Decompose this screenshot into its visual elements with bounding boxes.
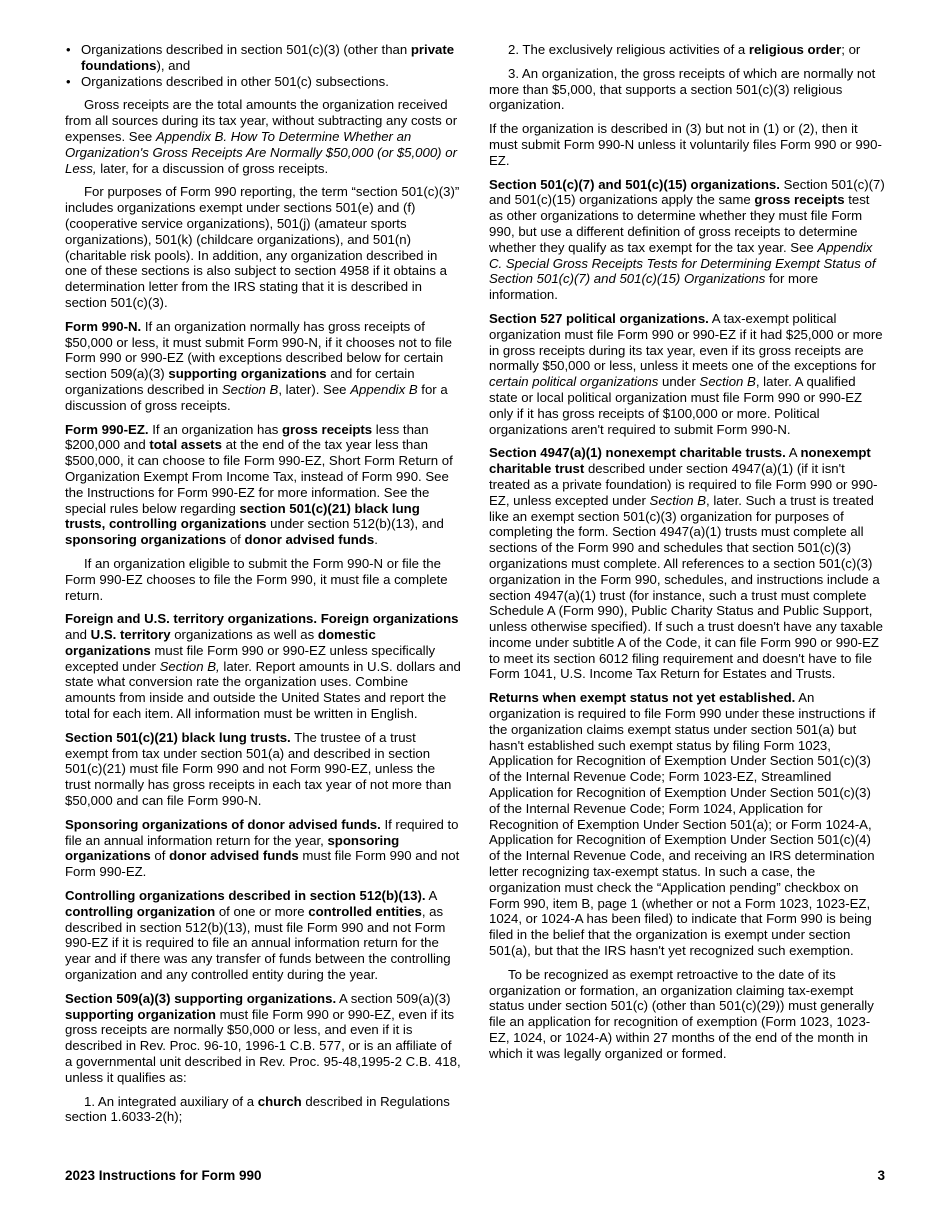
section-heading: Form 990-N.	[65, 318, 142, 334]
paragraph-retroactive-recognition: To be recognized as exempt retroactive to the date of its organization or formation, an organization claiming tax-exempt status under section 501(c) (other than 501(c)(29)) must generally file an application for recognition of exemption (Form 1023, 1023-EZ, 1024, or 1024-A) within 27 months of the end of the month in which it was legally organized or formed.	[489, 966, 874, 1061]
page-footer	[65, 1168, 885, 1183]
organization-bullet-list	[65, 42, 461, 89]
section-527-political-organizations: Section 527 political organizations. A tax-exempt political organization must file Form 990 or 990-EZ if it had $25,000 or more in gross receipts during its tax year, even if its gross receipts are normally $50,000 or less, unless it meets one of the exceptions for certain political organizations under Section B, later. A qualified state or local political organization must file Form 990 or 990-EZ only if it has gross receipts of $100,000 or more. Political organizations aren't required to submit Form 990-N.	[489, 310, 883, 437]
section-form-990ez: Form 990-EZ. If an organization has gross receipts less than $200,000 and total assets at the end of the tax year less than $500,000, it can choose to file Form 990-EZ, Short Form Return of Organization Exempt From Income Tax, instead of Form 990. See the Instructions for Form 990-EZ for more information. See the special rules below regarding section 501(c)(21) black lung trusts, controlling organizations under section 512(b)(13), and sponsoring organizations of donor advised funds.	[65, 421, 453, 548]
section-501c7-501c15: Section 501(c)(7) and 501(c)(15) organizations. Section 501(c)(7) and 501(c)(15) organizations apply the same gross receipts test as other organizations to determine whether they must file Form 990, but use a different definition of gross receipts to determine whether they qualify as tax exempt for the tax year. See Appendix C. Special Gross Receipts Tests for Determining Exempt Status of Section 501(c)(7) and 501(c)(15) Organizations for more information.	[489, 176, 885, 303]
section-foreign-organizations: Foreign and U.S. territory organizations. Foreign organizations and U.S. territory organizations as well as domestic organizations must file Form 990 or 990-EZ unless specifically excepted under Section B, later. Report amounts in U.S. dollars and state what conversion rate the organization uses. Combine amounts from inside and outside the United States and report the total for each item. All information must be written in English.	[65, 611, 461, 722]
section-heading: Form 990-EZ.	[65, 421, 149, 437]
footer-title: 2023 Instructions for Form 990	[65, 1168, 262, 1183]
paragraph-if-described: If the organization is described in (3) but not in (1) or (2), then it must submit Form 990-N unless it voluntarily files Form 990 or 990-EZ.	[489, 121, 882, 168]
paragraph-form990-purposes: For purposes of Form 990 reporting, the term “section 501(c)(3)” includes organizations exempt under sections 501(e) and (f) (cooperative service organizations), 501(j) (amateur sports organizations), 501(k) (childcare organizations), and 501(n) (charitable risk pools). In addition, any organization described in one of these sections is also subject to section 4958 if it obtains a determination letter from the IRS stating that it is described in section 501(c)(3).	[65, 184, 460, 310]
section-black-lung-trusts: Section 501(c)(21) black lung trusts. The trustee of a trust exempt from tax under section 501(a) and described in section 501(c)(21) must file Form 990 and not Form 990-EZ, unless the trust normally has gross receipts in each tax year of not more than $50,000 and can file Form 990-N.	[65, 729, 452, 809]
section-sponsoring-organizations: Sponsoring organizations of donor advised funds. If required to file an annual information return for the year, sponsoring organizations of donor advised funds must file Form 990 and not Form 990-EZ.	[65, 816, 460, 880]
numbered-item-3: 3. An organization, the gross receipts of which are normally not more than $5,000, that supports a section 501(c)(3) religious organization.	[489, 65, 876, 113]
section-controlling-organizations: Controlling organizations described in section 512(b)(13). A controlling organization of one or more controlled entities, as described in section 512(b)(13), must file Form 990 and not Form 990-EZ if it is required to file an annual information return for the year and if there was any transfer of funds between the controlling organization and any controlled entity during the year.	[65, 888, 451, 983]
section-heading: Section 509(a)(3) supporting organizations.	[65, 990, 337, 1006]
section-heading: Section 527 political organizations.	[489, 310, 709, 326]
section-heading: Sponsoring organizations of donor advised funds.	[65, 816, 381, 832]
numbered-item-1: 1. An integrated auxiliary of a church described in Regulations section 1.6033-2(h);	[65, 1093, 450, 1125]
section-4947a1-trusts: Section 4947(a)(1) nonexempt charitable trusts. A nonexempt charitable trust described under section 4947(a)(1) (if it isn't treated as a private foundation) is required to file Form 990 or 990-EZ, unless excepted under Section B, later. Such a trust is treated like an exempt section 501(c)(3) organization for purposes of completing the form. Section 4947(a)(1) trusts must complete all sections of the Form 990 and schedules that section 501(c)(3) organizations must complete. All references to a section 501(c)(3) organization in the Form 990, schedules, and instructions include a section 4947(a)(1) trust (for instance, such a trust must complete Schedule A (Form 990), Public Charity Status and Public Support, unless otherwise specified). If such a trust doesn't have any taxable income under subtitle A of the Code, it can file Form 990 or 990-EZ to meet its section 6012 filing requirement and doesn't have to file Form 1041, U.S. Income Tax Return for Estates and Trusts.	[489, 445, 883, 682]
section-heading: Controlling organizations described in section 512(b)(13).	[65, 888, 426, 904]
section-form-990n: Form 990-N. If an organization normally has gross receipts of $50,000 or less, it must submit Form 990-N, if it chooses not to file Form 990 or 990-EZ (with exceptions described below for certain section 509(a)(3) supporting organizations and for certain organizations described in Section B, later). See Appendix B for a discussion of gross receipts.	[65, 318, 452, 413]
bullet-other-501c: • Organizations described in other 501(c) subsections.	[65, 74, 461, 90]
section-heading: Section 4947(a)(1) nonexempt charitable trusts.	[489, 445, 786, 461]
section-509a3-supporting-organizations: Section 509(a)(3) supporting organizations. A section 509(a)(3) supporting organization must file Form 990 or 990-EZ, even if its gross receipts are normally $50,000 or less, and even if it is described in Rev. Proc. 96-10, 1996-1 C.B. 577, or is an affiliate of a governmental unit described in Rev. Proc. 95-48,1995-2 C.B. 418, unless it qualifies as:	[65, 990, 461, 1085]
paragraph-gross-receipts: Gross receipts are the total amounts the organization received from all sources during its tax year, without subtracting any costs or expenses. See Appendix B. How To Determine Whether an Organization's Gross Receipts Are Normally $50,000 (or $5,000) or Less, later, for a discussion of gross receipts.	[65, 97, 458, 176]
page-number: 3	[877, 1168, 885, 1183]
section-heading: Returns when exempt status not yet established.	[489, 690, 796, 706]
section-heading: Section 501(c)(21) black lung trusts.	[65, 729, 291, 745]
section-returns-exempt-status: Returns when exempt status not yet established. An organization is required to file Form 990 under these instructions if the organization claims exempt status under section 501(a) but hasn't established such exempt status by filing Form 1023, Application for Recognition of Exemption Under Section 501(c)(3) of the Internal Revenue Code; Form 1023-EZ, Streamlined Application for Recognition of Exemption Under Section 501(c)(3) of the Internal Revenue Code; Form 1024, Application for Recognition of Exemption Under Section 501(a); or Form 1024-A, Application for Recognition of Exemption Under Section 501(c)(4) of the Internal Revenue Code, and receiving an IRS determination letter recognizing tax-exempt status. In such a case, the organization must check the “Application pending” checkbox on Form 990, item B, page 1 (whether or not a Form 1023, 1023-EZ, 1024, or 1024-A has been filed) to indicate that Form 990 is being filed in the belief that the organization is exempt under section 501(a), but that the IRS hasn't yet recognized such exemption.	[489, 690, 876, 959]
left-column	[65, 42, 461, 1133]
section-heading: Foreign and U.S. territory organizations.	[65, 611, 318, 627]
right-column	[489, 42, 885, 1070]
section-heading: Section 501(c)(7) and 501(c)(15) organizations.	[489, 176, 780, 192]
paragraph-eligible-organization: If an organization eligible to submit the Form 990-N or file the Form 990-EZ chooses to file the Form 990, it must file a complete return.	[65, 555, 448, 603]
numbered-item-2: 2. The exclusively religious activities of a religious order; or	[508, 42, 861, 57]
bullet-501c3: • Organizations described in section 501(c)(3) (other than private foundations), and	[65, 42, 461, 74]
